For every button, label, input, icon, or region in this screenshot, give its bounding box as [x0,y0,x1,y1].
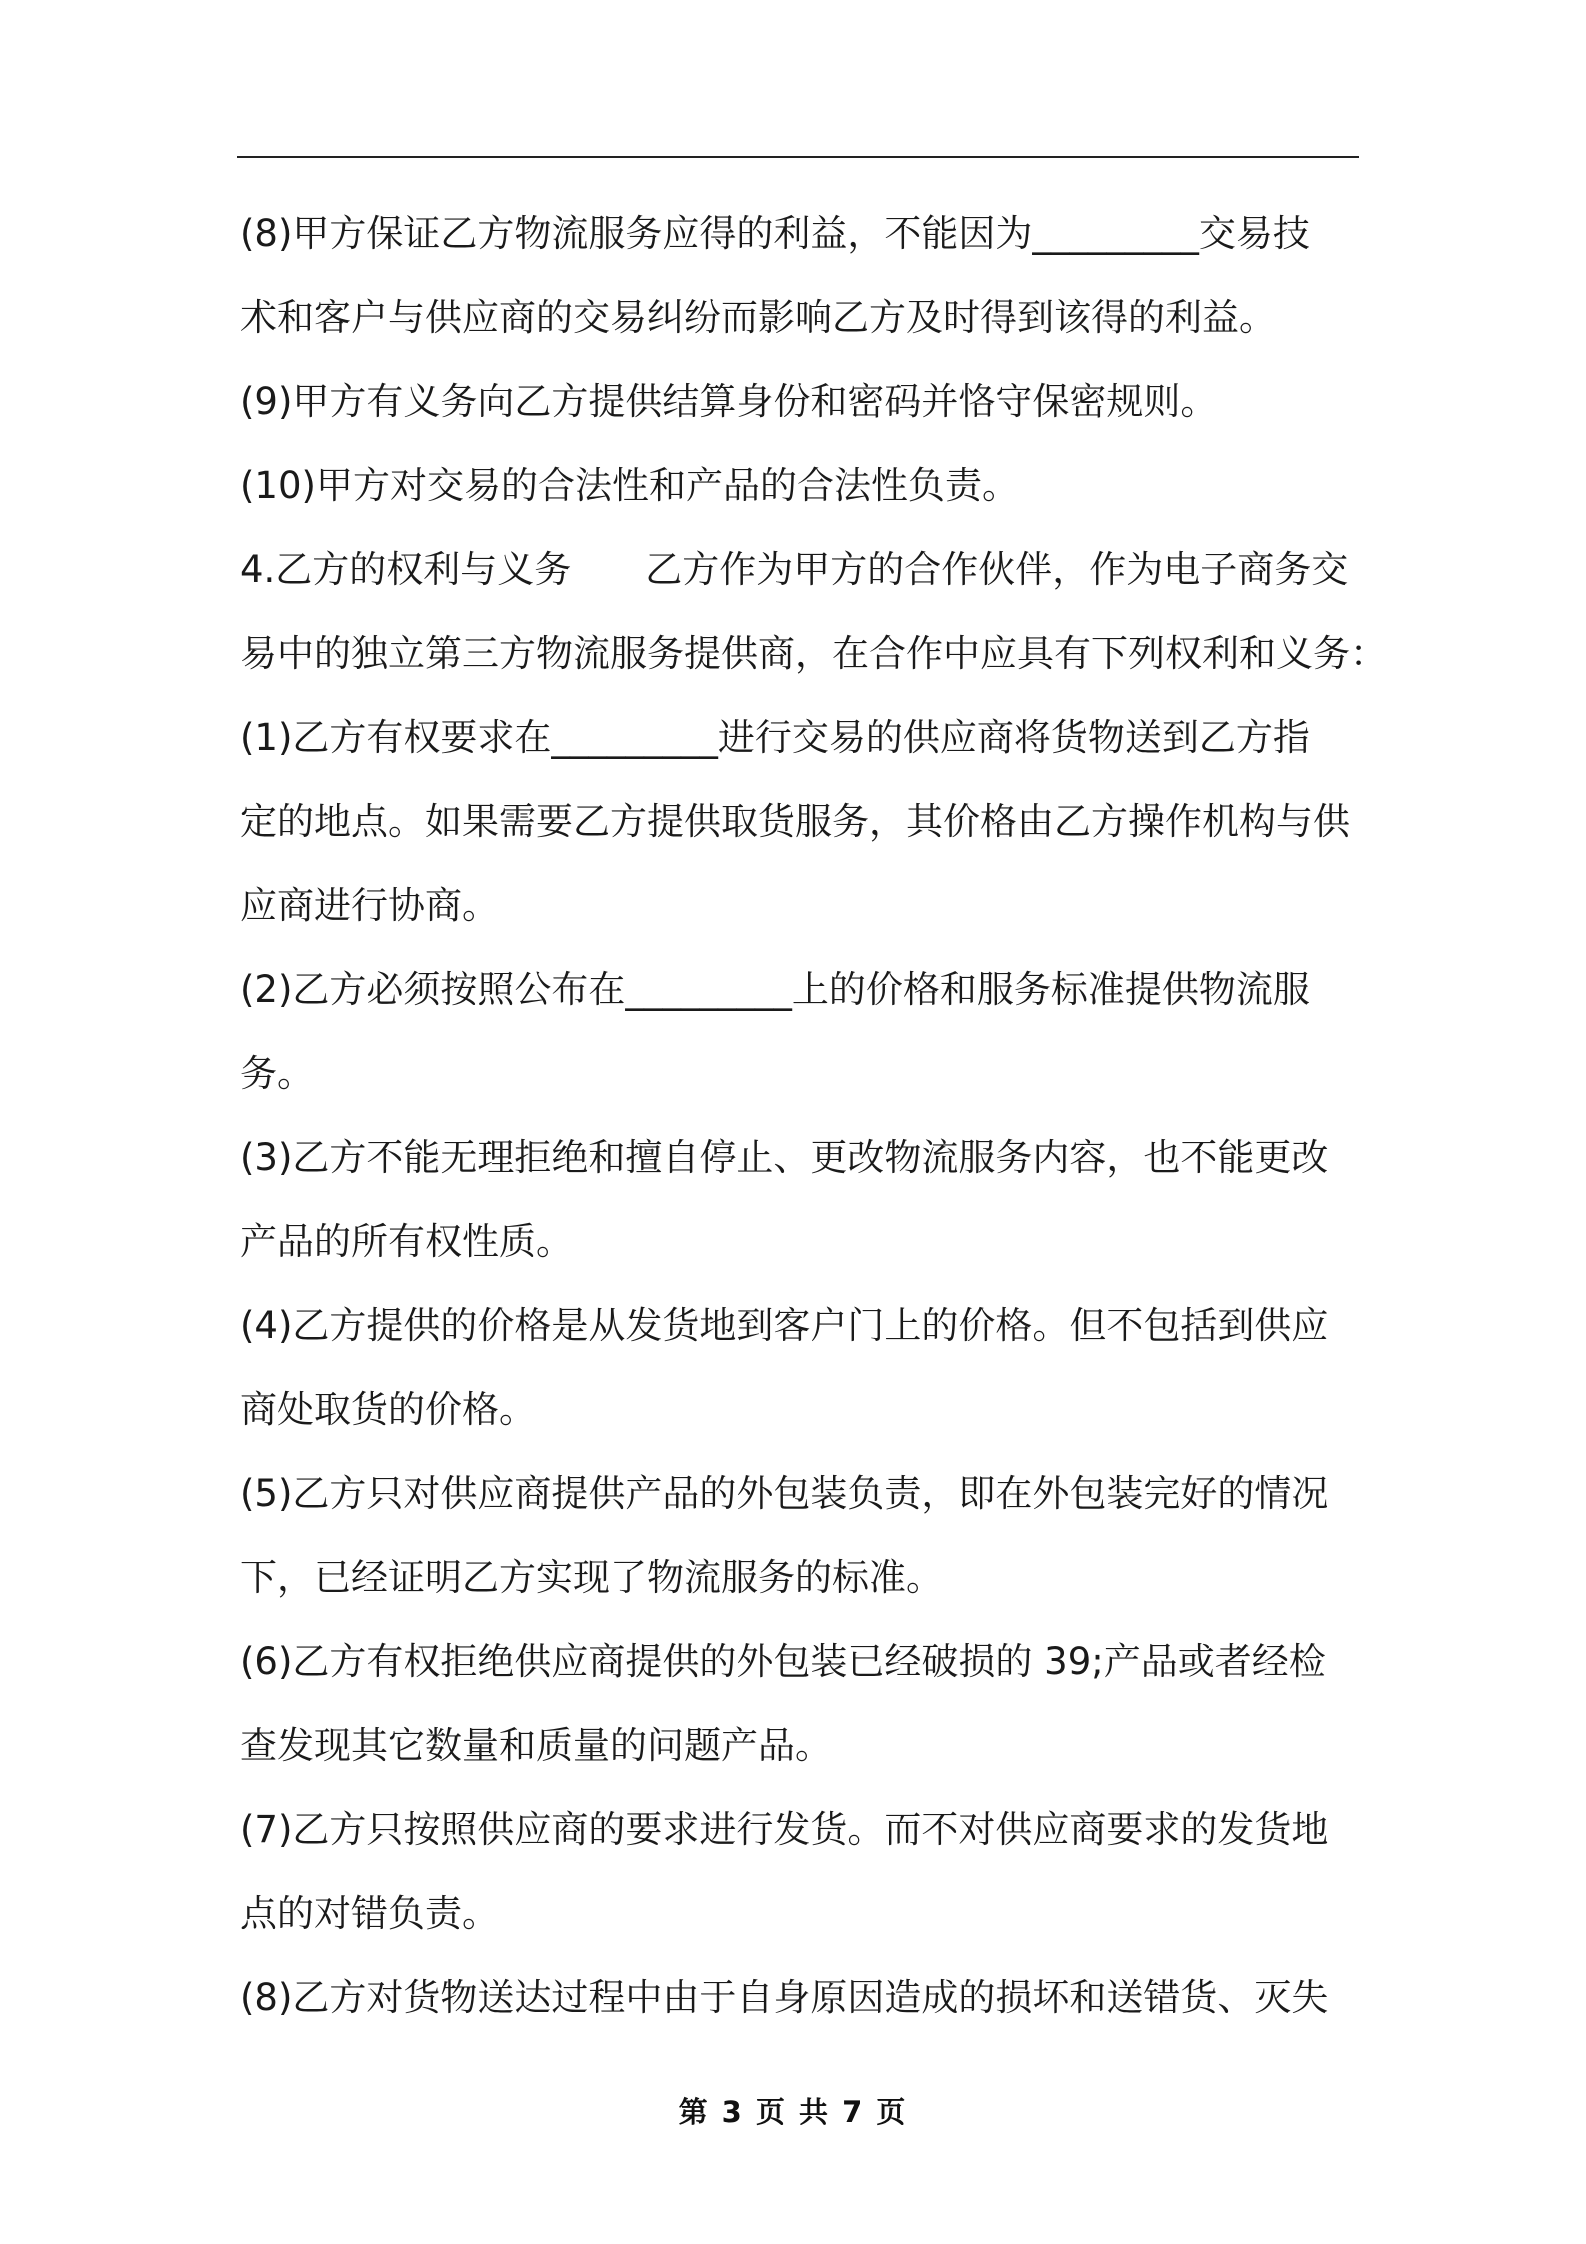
text-line: 术和客户与供应商的交易纠纷而影响乙方及时得到该得的利益。 [240,296,1276,339]
text-line: 务。 [240,1052,314,1095]
text-line: 点的对错负责。 [240,1892,499,1935]
text-line: (1)乙方有权要求在_________进行交易的供应商将货物送到乙方指 [240,716,1310,759]
text-line: (8)乙方对货物送达过程中由于自身原因造成的损坏和送错货、灭失 [240,1976,1329,2019]
text-line: (7)乙方只按照供应商的要求进行发货。而不对供应商要求的发货地 [240,1808,1329,1851]
text-line: 商处取货的价格。 [240,1388,536,1431]
page-number: 第 3 页 共 7 页 [678,2095,908,2129]
text-line: (8)甲方保证乙方物流服务应得的利益，不能因为_________交易技 [240,212,1310,255]
text-line: 产品的所有权性质。 [240,1220,573,1263]
text-line: (3)乙方不能无理拒绝和擅自停止、更改物流服务内容，也不能更改 [240,1136,1329,1179]
text-line: 查发现其它数量和质量的问题产品。 [240,1724,832,1767]
text-line: 易中的独立第三方物流服务提供商，在合作中应具有下列权利和义务： [240,632,1387,675]
text-line: (4)乙方提供的价格是从发货地到客户门上的价格。但不包括到供应 [240,1304,1329,1347]
text-line: (5)乙方只对供应商提供产品的外包装负责，即在外包装完好的情况 [240,1472,1329,1515]
text-line: (2)乙方必须按照公布在_________上的价格和服务标准提供物流服 [240,968,1310,1011]
text-line: 4.乙方的权利与义务 乙方作为甲方的合作伙伴，作为电子商务交 [240,548,1349,591]
text-line: 定的地点。如果需要乙方提供取货服务，其价格由乙方操作机构与供 [240,800,1350,843]
text-line: (9)甲方有义务向乙方提供结算身份和密码并恪守保密规则。 [240,380,1218,423]
header-rule [237,156,1359,158]
text-line: (10)甲方对交易的合法性和产品的合法性负责。 [240,464,1019,507]
text-line: 应商进行协商。 [240,884,499,927]
text-line: (6)乙方有权拒绝供应商提供的外包装已经破损的 39;产品或者经检 [240,1640,1326,1683]
text-line: 下，已经证明乙方实现了物流服务的标准。 [240,1556,943,1599]
document-body [240,192,1387,2040]
